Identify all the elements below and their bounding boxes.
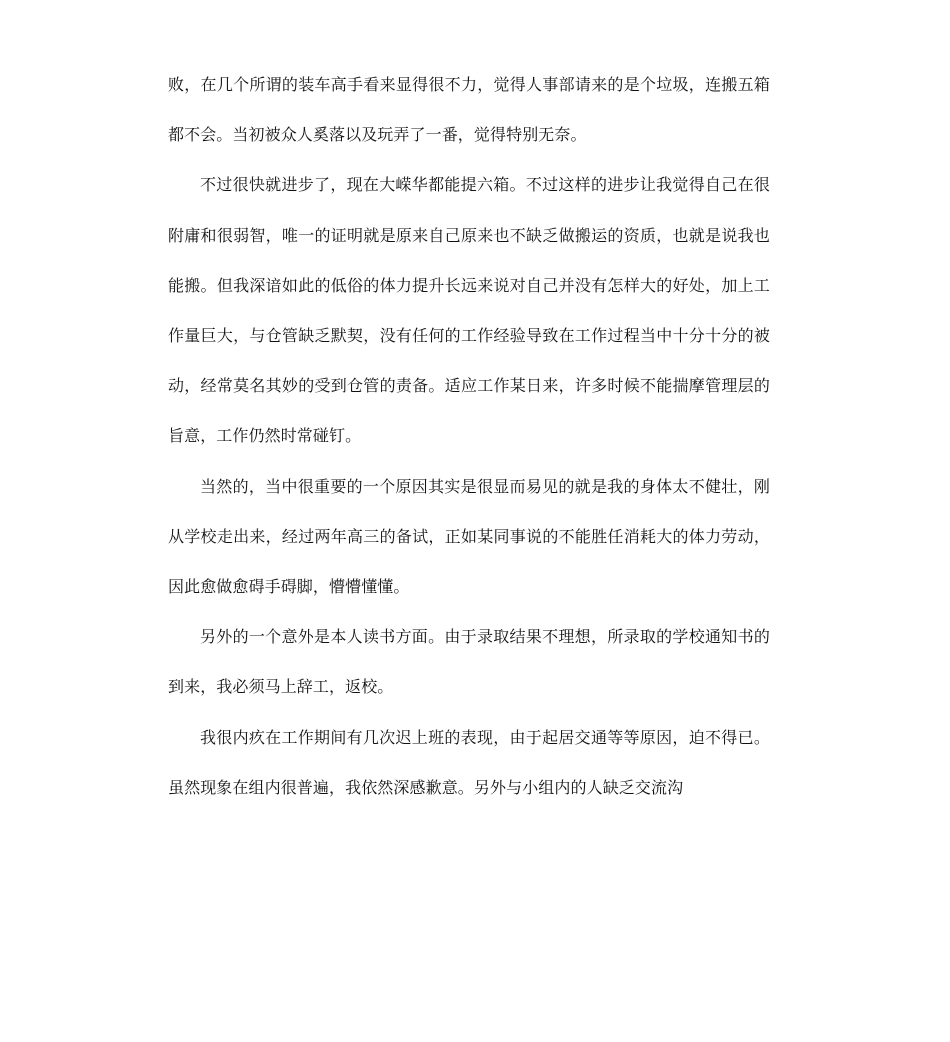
paragraph-5: 我很内疚在工作期间有几次迟上班的表现，由于起居交通等等原因，迫不得已。虽然现象在组内很普遍，我依然深感歉意。另外与小组内的人缺乏交流沟 — [168, 727, 770, 797]
paragraph-1: 败，在几个所谓的装车高手看来显得很不力，觉得人事部请来的是个垃圾，连搬五箱都不会。当初被众人奚落以及玩弄了一番，觉得特别无奈。 — [168, 75, 770, 145]
document-page — [168, 60, 770, 813]
paragraph-2: 不过很快就进步了，现在大嵘华都能提六箱。不过这样的进步让我觉得自己在很附庸和很弱智，唯一的证明就是原来自己原来也不缺乏做搬运的资质，也就是说我也能搬。但我深谙如此的低俗的体力提升长远来说对自己并没有怎样大的好处，加上工作量巨大，与仓管缺乏默契，没有任何的工作经验导致在工作过程当中十分十分的被动，经常莫名其妙的受到仓管的责备。适应工作某日来，许多时候不能揣摩管理层的旨意，工作仍然时常碰钉。 — [168, 175, 770, 446]
paragraph-3: 当然的，当中很重要的一个原因其实是很显而易见的就是我的身体太不健壮，刚从学校走出来，经过两年高三的备试，正如某同事说的不能胜任消耗大的体力劳动，因此愈做愈碍手碍脚，懵懵懂懂。 — [168, 476, 770, 597]
paragraph-4: 另外的一个意外是本人读书方面。由于录取结果不理想，所录取的学校通知书的到来，我必须马上辞工，返校。 — [168, 627, 770, 697]
